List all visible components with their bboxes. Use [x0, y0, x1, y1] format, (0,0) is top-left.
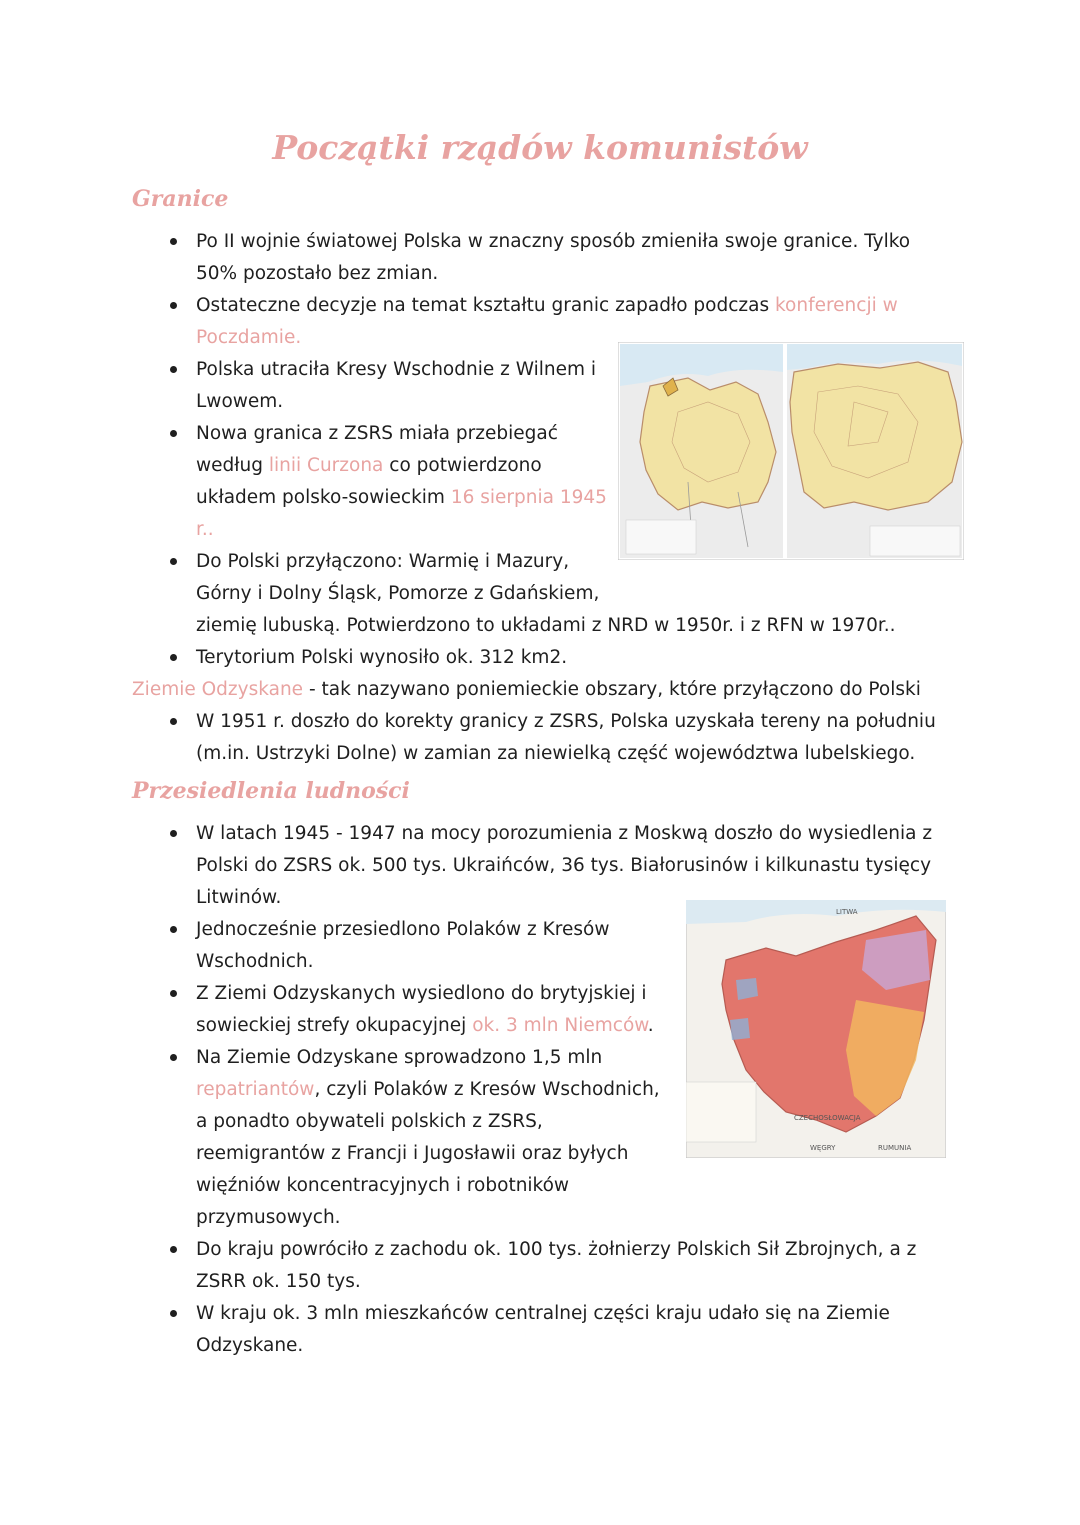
- bullet-icon: [170, 430, 177, 437]
- text-line: układem polsko-sowieckim 16 sierpnia 1945: [196, 487, 607, 508]
- highlight-term: konferencji w: [774, 295, 898, 316]
- text-line: Terytorium Polski wynosiło ok. 312 km2.: [196, 647, 568, 668]
- text-line: więźniów koncentracyjnych i robotników: [196, 1175, 570, 1196]
- text-line: Odzyskane.: [196, 1335, 304, 1356]
- border-map-before: [620, 344, 783, 558]
- bullet-icon: [170, 1246, 177, 1253]
- text-line: Wschodnich.: [196, 951, 314, 972]
- text-line: 50% pozostało bez zmian.: [196, 263, 439, 284]
- text-line: W kraju ok. 3 mln mieszkańców centralnej części kraju udało się na Ziemie: [196, 1303, 890, 1324]
- text-line: Do Polski przyłączono: Warmię i Mazury,: [196, 551, 570, 572]
- text-line: Polska utraciła Kresy Wschodnie z Wilnem i: [196, 359, 597, 380]
- highlight-term: linii Curzona: [268, 455, 384, 476]
- section-heading-granice: Granice: [132, 186, 229, 212]
- highlight-term: r..: [196, 519, 214, 540]
- highlight-term: repatriantów: [196, 1079, 315, 1100]
- text-line: a ponadto obywateli polskich z ZSRS,: [196, 1111, 543, 1132]
- text-line: Na Ziemie Odzyskane sprowadzono 1,5 mln: [196, 1047, 603, 1068]
- bullet-icon: [170, 558, 177, 565]
- text-line: Górny i Dolny Śląsk, Pomorze z Gdańskiem,: [196, 583, 600, 604]
- text-line: repatriantów, czyli Polaków z Kresów Wschodnich,: [196, 1079, 660, 1100]
- highlight-term: 16 sierpnia 1945: [450, 487, 607, 508]
- text-line: Do kraju powróciło z zachodu ok. 100 tys. żołnierzy Polskich Sił Zbrojnych, a z: [196, 1239, 917, 1260]
- bullet-icon: [170, 718, 177, 725]
- bullet-icon: [170, 926, 177, 933]
- bullet-icon: [170, 366, 177, 373]
- bullet-icon: [170, 654, 177, 661]
- bullet-icon: [170, 302, 177, 309]
- highlight-term: Ziemie Odzyskane: [132, 679, 304, 700]
- text-line: ZSRR ok. 150 tys.: [196, 1271, 361, 1292]
- text-line: Po II wojnie światowej Polska w znaczny sposób zmieniła swoje granice. Tylko: [196, 231, 911, 252]
- border-map-after: [787, 344, 962, 558]
- section-heading-przesiedlenia: Przesiedlenia ludności: [132, 778, 410, 804]
- text-line: sowieckiej strefy okupacyjnej ok. 3 mln Niemców.: [196, 1015, 654, 1036]
- map-label-czechoslovakia: CZECHOSŁOWACJA: [794, 1114, 861, 1122]
- text-line: Jednocześnie przesiedlono Polaków z Kresów: [196, 919, 610, 940]
- text-line: Z Ziemi Odzyskanych wysiedlono do brytyjskiej i: [196, 983, 647, 1004]
- text-line: Nowa granica z ZSRS miała przebiegać: [196, 423, 558, 444]
- bullet-icon: [170, 1310, 177, 1317]
- page-title: Początki rządów komunistów: [272, 128, 808, 167]
- text-line: Lwowem.: [196, 391, 284, 412]
- highlight-term: ok. 3 mln Niemców: [472, 1015, 648, 1036]
- text-line: W latach 1945 - 1947 na mocy porozumienia z Moskwą doszło do wysiedlenia z: [196, 823, 933, 844]
- text-line: reemigrantów z Francji i Jugosławii oraz byłych: [196, 1143, 629, 1164]
- highlight-term: Poczdamie.: [196, 327, 302, 348]
- bullet-icon: [170, 1054, 177, 1061]
- definition-line: Ziemie Odzyskane - tak nazywano poniemieckie obszary, które przyłączono do Polski: [132, 679, 921, 700]
- map-label-romania: RUMUNIA: [878, 1144, 912, 1152]
- bullet-icon: [170, 990, 177, 997]
- bullet-icon: [170, 830, 177, 837]
- text-line: Polski do ZSRS ok. 500 tys. Ukraińców, 36 tys. Białorusinów i kilkunastu tysięcy: [196, 855, 932, 876]
- text-line: według linii Curzona co potwierdzono: [196, 455, 542, 476]
- resettlement-map-image: [686, 900, 946, 1158]
- text-line: ziemię lubuską. Potwierdzono to układami z NRD w 1950r. i z RFN w 1970r..: [196, 615, 896, 636]
- text-line: Litwinów.: [196, 887, 282, 908]
- bullet-icon: [170, 238, 177, 245]
- map-label-hungary: WĘGRY: [810, 1144, 836, 1152]
- text-line: W 1951 r. doszło do korekty granicy z ZSRS, Polska uzyskała tereny na południu: [196, 711, 936, 732]
- border-maps-image: [618, 342, 964, 560]
- map-label-lithuania: LITWA: [836, 908, 858, 916]
- text-line: Ostateczne decyzje na temat kształtu granic zapadło podczas konferencji w: [196, 295, 898, 316]
- text-line: przymusowych.: [196, 1207, 341, 1228]
- text-line: (m.in. Ustrzyki Dolne) w zamian za niewielką część województwa lubelskiego.: [196, 743, 916, 764]
